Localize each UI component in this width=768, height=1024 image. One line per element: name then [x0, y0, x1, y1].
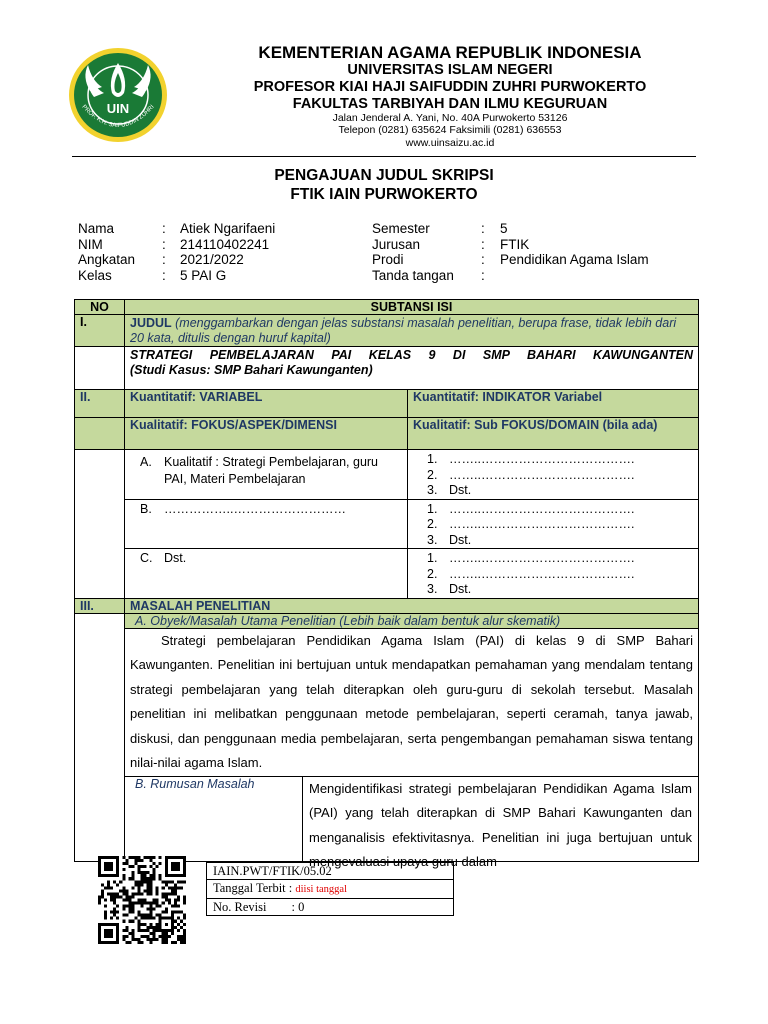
- label-jurusan: Jurusan: [372, 236, 421, 252]
- ministry-name: KEMENTERIAN AGAMA REPUBLIK INDONESIA: [258, 43, 642, 62]
- masalah-a-content-row: [75, 628, 699, 776]
- identity-left: [78, 221, 358, 283]
- doc-code: IAIN.PWT/FTIK/05.02: [207, 863, 454, 880]
- qr-code: [98, 856, 186, 944]
- value-nim: 214110402241: [180, 236, 270, 252]
- masalah-a-header: A. Obyek/Masalah Utama Penelitian (Lebih baik dalam bentuk alur skematik): [125, 613, 699, 628]
- revision-number: No. Revisi : 0: [207, 899, 454, 916]
- thesis-subtitle: (Studi Kasus: SMP Bahari Kawunganten): [130, 363, 373, 377]
- masalah-header-row: [75, 598, 699, 613]
- subfocus-a-1: ……..……………………………….: [449, 452, 635, 466]
- sep-semester: :: [481, 221, 485, 236]
- logo-text: UIN: [106, 101, 130, 116]
- focus-c-cell: [125, 549, 408, 599]
- sep-nim: :: [162, 236, 166, 252]
- focus-c-text: Dst.: [164, 551, 187, 565]
- subfocus-a-2-num: 2.: [427, 467, 438, 482]
- subfocus-c-1-num: 1.: [427, 551, 438, 565]
- masalah-no: III.: [75, 598, 125, 613]
- value-jurusan: FTIK: [500, 236, 530, 252]
- quant-variable-header: Kuantitatif: VARIABEL: [125, 390, 408, 418]
- subfocus-c-1: ……..……………………………….: [449, 551, 635, 565]
- label-nim: NIM: [78, 236, 103, 252]
- judul-hint: (menggambarkan dengan jelas substansi masalah penelitian, berupa frase, tidak lebih dari 20 kata, ditulis dengan huruf kapital): [130, 316, 677, 345]
- address: Jalan Jenderal A. Yani, No. 40A Purwokerto 53126: [332, 112, 568, 124]
- judul-content: [125, 347, 699, 390]
- variabel-rows-no: [75, 450, 125, 599]
- variabel-qual-empty: [75, 418, 125, 450]
- masalah-a-paragraph: [125, 628, 699, 776]
- phone-fax: Telepon (0281) 635624 Faksimili (0281) 636553: [338, 124, 562, 136]
- label-nama: Nama: [78, 221, 115, 236]
- variabel-row-c: [75, 549, 699, 599]
- label-semester: Semester: [372, 221, 430, 236]
- masalah-header: MASALAH PENELITIAN: [125, 598, 699, 613]
- issue-date-value: diisi tanggal: [295, 884, 347, 895]
- subfocus-b-2-num: 2.: [427, 517, 438, 531]
- label-prodi: Prodi: [372, 252, 404, 267]
- sep-prodi: :: [481, 252, 485, 267]
- table-header-row: [75, 300, 699, 315]
- label-tanda-tangan: Tanda tangan: [372, 267, 454, 283]
- col-content: SUBTANSI ISI: [125, 300, 699, 315]
- focus-a-cell: [125, 450, 408, 500]
- subfocus-a-1-num: 1.: [427, 452, 438, 466]
- subfocus-c-3-num: 3.: [427, 582, 438, 596]
- submission-table: [74, 299, 698, 869]
- issue-date-row: [207, 880, 454, 899]
- variabel-row-a: [75, 450, 699, 500]
- focus-a-text: Kualitatif : Strategi Pembelajaran, guru PAI, Materi Pembelajaran: [164, 455, 379, 486]
- judul-label: JUDUL: [130, 316, 172, 330]
- doc-subtitle: FTIK IAIN PURWOKERTO: [290, 186, 478, 203]
- value-semester: 5: [500, 221, 508, 236]
- focus-b-cell: [125, 499, 408, 549]
- university-label: UNIVERSITAS ISLAM NEGERI: [347, 62, 553, 78]
- variabel-quant-row: [75, 390, 699, 418]
- subfocus-a-3-num: 3.: [427, 483, 438, 497]
- subfocus-b-1-num: 1.: [427, 501, 438, 516]
- qual-subfocus-header: Kualitatif: Sub FOKUS/DOMAIN (bila ada): [408, 418, 699, 450]
- subfocus-c-2: ……..……………………………….: [449, 566, 635, 581]
- issue-date-label: Tanggal Terbit :: [213, 881, 296, 895]
- variabel-row-b: [75, 499, 699, 549]
- focus-a-letter: A.: [140, 455, 152, 469]
- subfocus-b-2: ……..……………………………….: [449, 517, 635, 531]
- value-nama: Atiek Ngarifaeni: [180, 221, 276, 236]
- logo-ring-text: PROF. K.H. SAIFUDDIN ZUHRI: [80, 104, 156, 130]
- judul-cell: [125, 315, 699, 347]
- subfocus-b-3: Dst.: [449, 532, 472, 547]
- subfocus-a-cell: [408, 450, 699, 500]
- value-angkatan: 2021/2022: [180, 252, 244, 267]
- judul-content-row: [75, 347, 699, 390]
- variabel-qual-row: [75, 418, 699, 450]
- document-info-box: [206, 862, 454, 916]
- label-angkatan: Angkatan: [78, 252, 136, 267]
- university-logo: [68, 47, 168, 143]
- identity-right: [372, 221, 692, 283]
- masalah-a-text: Strategi pembelajaran Pendidikan Agama Islam (PAI) di kelas 9 di SMP Bahari Kawunganten. Penelitian ini bertujuan untuk mendapatkan pemahaman yang mendalam tentang strategi pembelajaran yang telah diterapkan oleh guru-guru di sekolah tersebut. Masalah penelitian ini melibatkan penggunaan metode pembelajaran, seperti ceramah, tanya jawab, diskusi, dan penggunaan media pembelajaran, serta pengembangan pemahaman siswa tentang nilai-nilai agama Islam.: [130, 632, 694, 770]
- rumusan-text: Mengidentifikasi strategi pembelajaran Pendidikan Agama Islam (PAI) yang telah diterapkan di SMP Bahari Kawunganten dan menganalisis efektivitasnya. Penelitian ini juga bertujuan untuk mengevaluasi upaya guru dalam: [309, 780, 693, 869]
- judul-empty-no: [75, 347, 125, 390]
- subfocus-b-1: ……..……………………………….: [449, 501, 635, 516]
- judul-header-row: [75, 315, 699, 347]
- website: www.uinsaizu.ac.id: [405, 137, 495, 149]
- masalah-rows-no: [75, 613, 125, 861]
- subfocus-b-3-num: 3.: [427, 532, 438, 547]
- qual-focus-header: Kualitatif: FOKUS/ASPEK/DIMENSI: [125, 418, 408, 450]
- sep-nama: :: [162, 221, 166, 236]
- variabel-no: II.: [75, 390, 125, 418]
- thesis-title: STRATEGI PEMBELAJARAN PAI KELAS 9 DI SMP BAHARI KAWUNGANTEN: [130, 348, 694, 362]
- header-divider: [72, 156, 696, 157]
- masalah-b-cell: [125, 776, 699, 869]
- focus-b-text: ……………..………………………: [164, 501, 346, 516]
- quant-indicator-header: Kuantitatif: INDIKATOR Variabel: [408, 390, 699, 418]
- doc-title: PENGAJUAN JUDUL SKRIPSI: [274, 167, 494, 184]
- value-kelas: 5 PAI G: [180, 267, 227, 283]
- subfocus-c-3: Dst.: [449, 582, 472, 596]
- sep-tanda-tangan: :: [481, 267, 485, 283]
- sep-jurusan: :: [481, 236, 485, 252]
- judul-no: I.: [75, 315, 125, 347]
- masalah-a-header-row: [75, 613, 699, 628]
- sep-angkatan: :: [162, 252, 166, 267]
- masalah-b-row: [75, 776, 699, 861]
- university-full-name: PROFESOR KIAI HAJI SAIFUDDIN ZUHRI PURWOKERTO: [253, 79, 647, 95]
- focus-c-letter: C.: [140, 551, 153, 565]
- col-no: NO: [75, 300, 125, 315]
- subfocus-c-cell: [408, 549, 699, 599]
- subfocus-a-3: Dst.: [449, 483, 472, 497]
- subfocus-b-cell: [408, 499, 699, 549]
- subfocus-a-2: ……..……………………………….: [449, 467, 635, 482]
- rumusan-label: B. Rumusan Masalah: [125, 777, 303, 861]
- subfocus-c-2-num: 2.: [427, 566, 438, 581]
- sep-kelas: :: [162, 267, 166, 283]
- faculty-name: FAKULTAS TARBIYAH DAN ILMU KEGURUAN: [292, 96, 608, 112]
- label-kelas: Kelas: [78, 267, 112, 283]
- value-prodi: Pendidikan Agama Islam: [500, 252, 649, 267]
- focus-b-letter: B.: [140, 501, 152, 516]
